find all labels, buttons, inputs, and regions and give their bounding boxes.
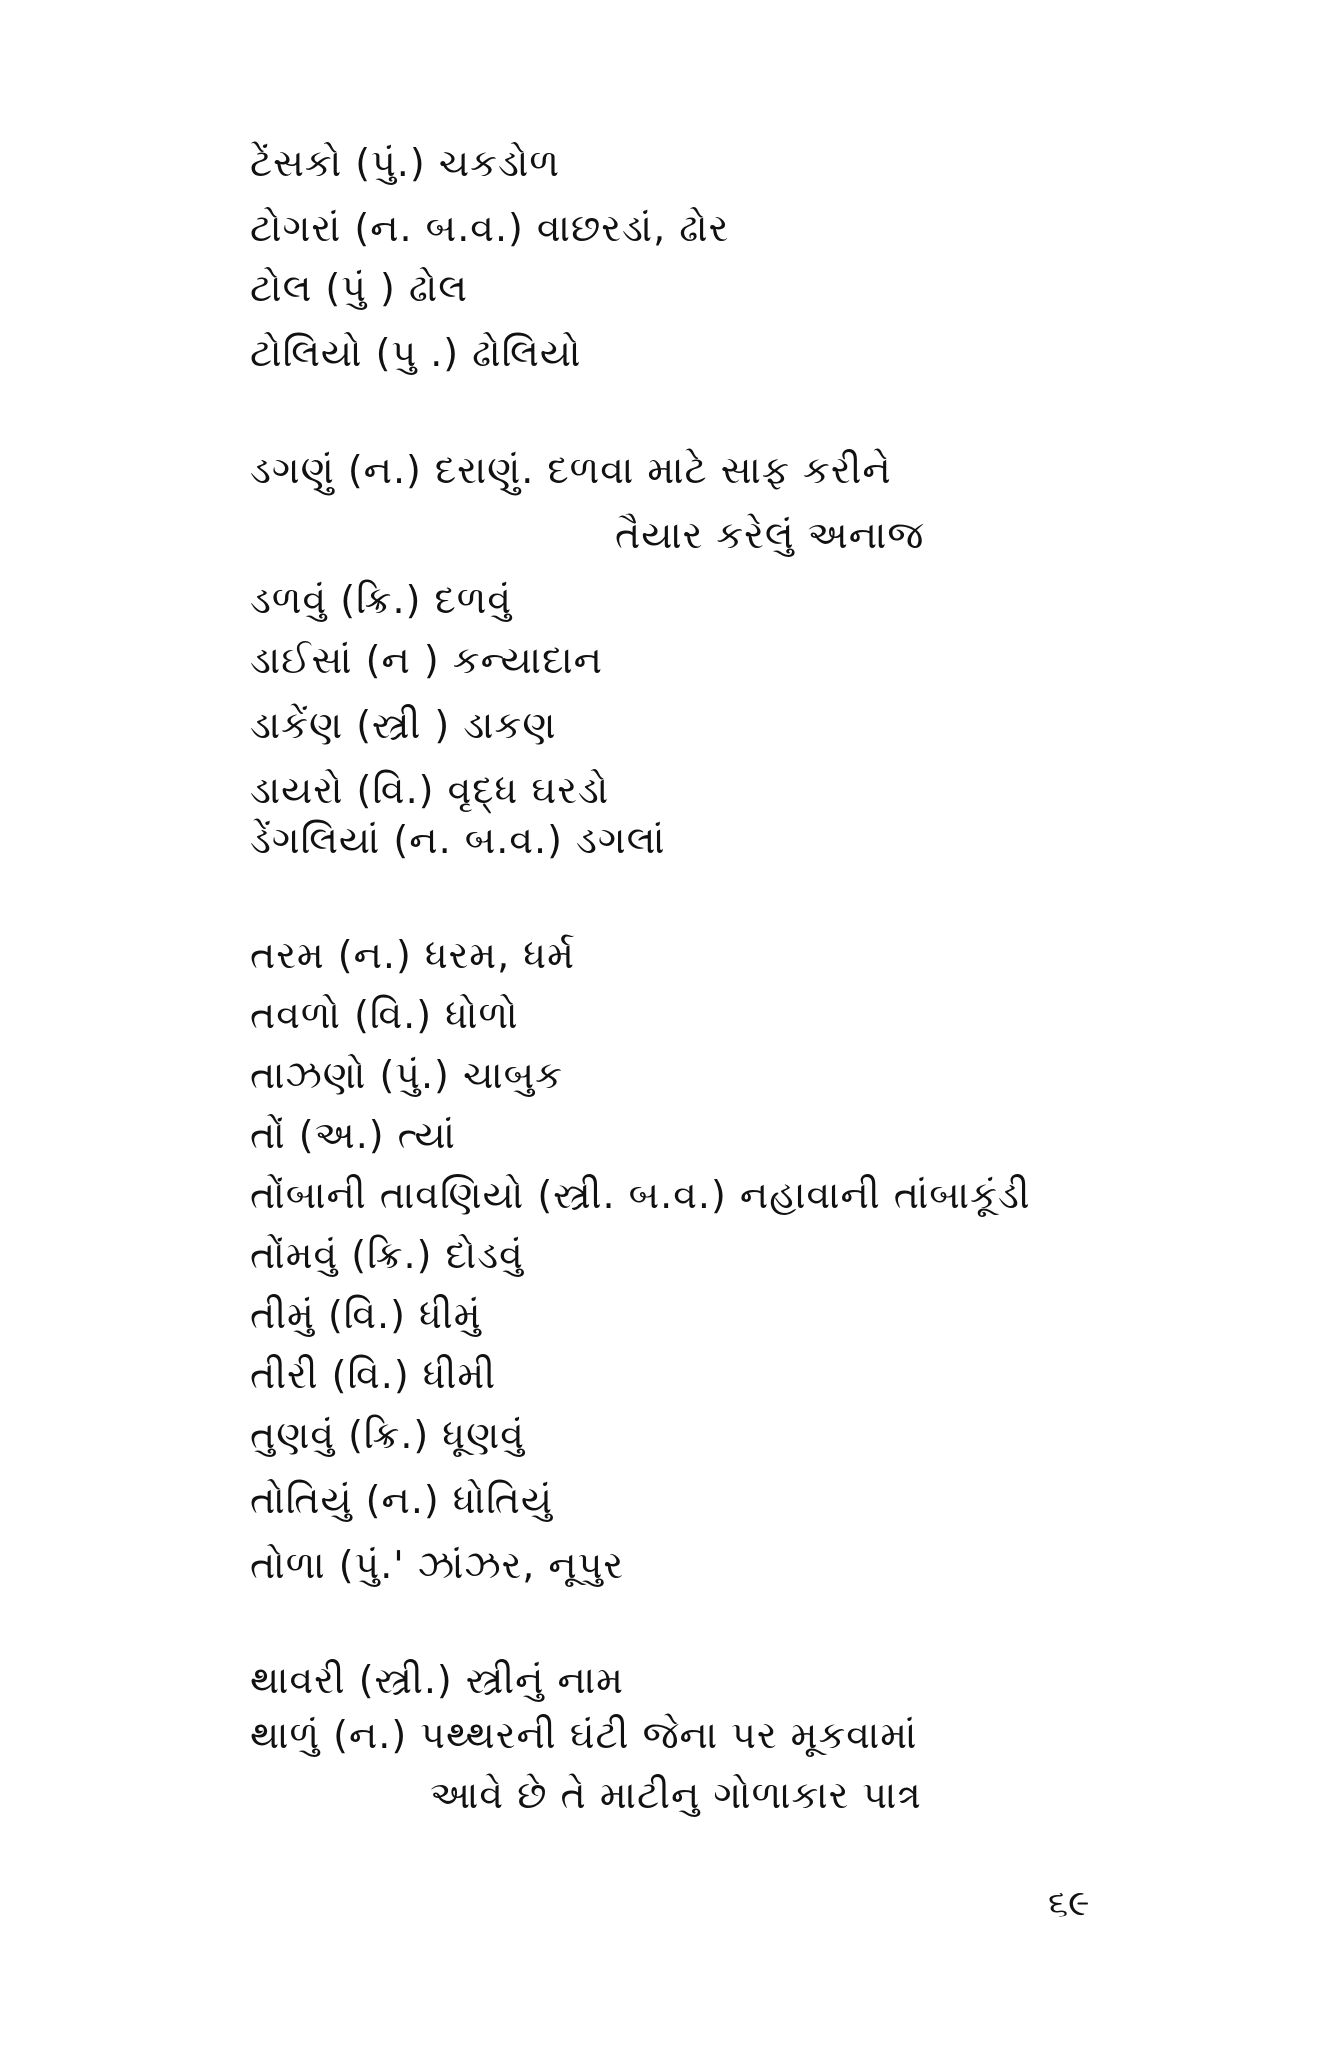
entry-tajhno: તાઝણો (પું.) ચાબુક (250, 1053, 563, 1097)
entry-dayro: ડાયરો (વિ.) વૃદ્ધ ઘરડો (250, 768, 610, 812)
entry-daken: ડાકેંણ (સ્ત્રી ) ડાકણ (250, 703, 557, 747)
entry-togaran: ટોગરાં (ન. બ.વ.) વાછરડાં, ઢોર (250, 206, 730, 250)
entry-timun: તીમું (વિ.) ધીમું (250, 1293, 482, 1337)
page-number: ૬૯ (1048, 1883, 1090, 1924)
entry-thalun: થાળું (ન.) પથ્થરની ઘંટી જેના પર મૂકવામાં (250, 1713, 918, 1757)
entry-tunvun: તુણવું (ક્રિ.) ધૂણવું (250, 1413, 525, 1457)
entry-tiri: તીરી (વિ.) ધીમી (250, 1353, 497, 1397)
entry-tola: તોળા (પું.' ઝાંઝર, નૂપુર (250, 1543, 625, 1587)
entry-tavlo: તવળો (વિ.) ધોળો (250, 993, 519, 1037)
entry-tol: ટોલ (પું ) ઢોલ (250, 266, 469, 310)
entry-dalvun: ડળવું (ક્રિ.) દળવું (250, 578, 513, 622)
entry-totiyun: તોતિયું (ન.) ધોતિયું (250, 1478, 554, 1522)
entry-teskon: ટેંસકો (પું.) ચકડોળ (250, 141, 561, 185)
entry-ton: તોં (અ.) ત્યાં (250, 1113, 456, 1157)
entry-toliyo: ટોલિયો (પુ .) ઢોલિયો (250, 331, 582, 375)
entry-daisan: ડાઈસાં (ન ) કન્યાદાન (250, 638, 603, 682)
entry-thavri: થાવરી (સ્ત્રી.) સ્ત્રીનું નામ (250, 1658, 624, 1702)
entry-tonbani-tavniyo: તોંબાની તાવણિયો (સ્ત્રી. બ.વ.) નહાવાની તાંબાકૂંડી (250, 1173, 1031, 1217)
entry-taram: તરમ (ન.) ધરમ, ધર્મ (250, 933, 575, 977)
entry-tonmavun: તોંમવું (ક્રિ.) દોડવું (250, 1233, 524, 1277)
entry-dengliyan: ડેંગલિયાં (ન. બ.વ.) ડગલાં (250, 818, 666, 862)
entry-thalun-continuation: આવે છે તે માટીનુ ગોળાકાર પાત્ર (430, 1773, 922, 1817)
entry-dagnun-continuation: તૈયાર કરેલું અનાજ (615, 513, 925, 557)
entry-dagnun: ડગણું (ન.) દરાણું. દળવા માટે સાફ કરીને (250, 448, 892, 492)
